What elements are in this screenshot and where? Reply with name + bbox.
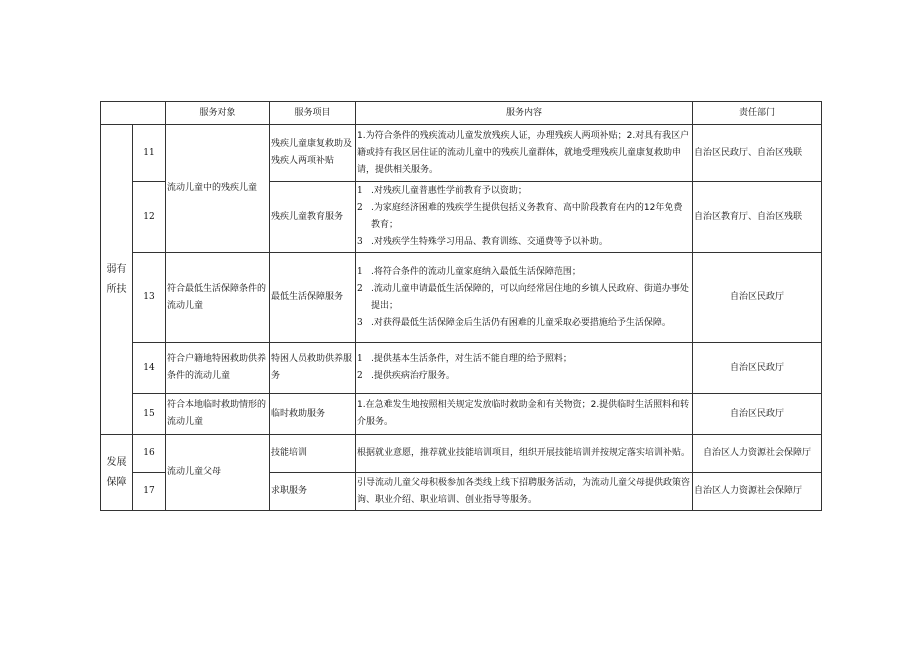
service-content [356, 253, 693, 343]
service-item: 最低生活保障服务 [270, 253, 356, 343]
table-row [101, 125, 822, 182]
content-list-item: 1 .提供基本生活条件，对生活不能自理的给予照料； [357, 354, 572, 364]
target-parents: 流动儿童父母 [166, 435, 270, 511]
service-content: 1.在急难发生地按照相关规定发放临时救助金和有关物资；2.提供临时生活照料和转介服务。 [356, 394, 693, 435]
header-content: 服务内容 [356, 102, 693, 125]
row-number: 17 [133, 473, 166, 511]
content-list-item: 2 .为家庭经济困难的残疾学生提供包括义务教育、高中阶段教育在内的12年免费教育； [357, 203, 683, 230]
row-number: 11 [133, 125, 166, 182]
content-list-item: 3 .对获得最低生活保障金后生活仍有困难的儿童采取必要措施给予生活保障。 [357, 317, 671, 328]
content-list-item: 1 .将符合条件的流动儿童家庭纳入最低生活保障范围； [357, 266, 581, 277]
table-row [101, 394, 822, 435]
target-special-support: 符合户籍地特困救助供养条件的流动儿童 [166, 343, 270, 394]
content-list-item: 3 .对残疾学生特殊学习用品、教育训练、交通费等予以补助。 [357, 237, 608, 247]
row-number: 12 [133, 182, 166, 253]
responsible-dept: 自治区教育厅、自治区残联 [693, 182, 822, 253]
service-content: 1.为符合条件的残疾流动儿童发放残疾人证，办理残疾人两项补贴；2.对具有我区户籍或持有我区居住证的流动儿童中的残疾儿童群体，就地受理残疾儿童康复救助申请，提供相关服务。 [356, 125, 693, 182]
table-row [101, 435, 822, 473]
content-list-item: 1 .对残疾儿童普惠性学前教育予以资助； [357, 186, 527, 196]
service-item: 临时救助服务 [270, 394, 356, 435]
target-min-living: 符合最低生活保障条件的流动儿童 [166, 253, 270, 343]
responsible-dept: 自治区人力资源社会保障厅 [693, 473, 822, 511]
row-number: 13 [133, 253, 166, 343]
responsible-dept: 自治区民政厅 [693, 253, 822, 343]
row-number: 14 [133, 343, 166, 394]
service-content: 根据就业意愿，推荐就业技能培训项目，组织开展技能培训并按规定落实培训补贴。 [356, 435, 693, 473]
service-table [100, 101, 822, 511]
table-row [101, 253, 822, 343]
service-item: 技能培训 [270, 435, 356, 473]
responsible-dept: 自治区民政厅 [693, 394, 822, 435]
content-list-item: 2 .提供疾病治疗服务。 [357, 371, 455, 381]
table-row [101, 343, 822, 394]
service-item: 特困人员救助供养服务 [270, 343, 356, 394]
responsible-dept: 自治区民政厅 [693, 343, 822, 394]
service-content [356, 182, 693, 253]
row-number: 16 [133, 435, 166, 473]
target-disabled-children: 流动儿童中的残疾儿童 [166, 125, 270, 253]
header-blank [101, 102, 166, 125]
content-list-item: 2 .流动儿童申请最低生活保障的，可以向经常居住地的乡镇人民政府、街道办事处提出； [357, 283, 689, 311]
service-item: 残疾儿童康复救助及残疾人两项补贴 [270, 125, 356, 182]
category-dev: 发展保障 [101, 435, 133, 511]
header-dept: 责任部门 [693, 102, 822, 125]
service-item: 残疾儿童教育服务 [270, 182, 356, 253]
row-number: 15 [133, 394, 166, 435]
responsible-dept: 自治区民政厅、自治区残联 [693, 125, 822, 182]
target-temp-relief: 符合本地临时救助情形的流动儿童 [166, 394, 270, 435]
header-row [101, 102, 822, 125]
category-weak: 弱有所扶 [101, 125, 133, 435]
header-item: 服务项目 [270, 102, 356, 125]
service-content [356, 343, 693, 394]
service-item: 求职服务 [270, 473, 356, 511]
service-content: 引导流动儿童父母积极参加各类线上线下招聘服务活动，为流动儿童父母提供政策咨询、职业介绍、职业培训、创业指导等服务。 [356, 473, 693, 511]
responsible-dept: 自治区人力资源社会保障厅 [693, 435, 822, 473]
header-target: 服务对象 [166, 102, 270, 125]
